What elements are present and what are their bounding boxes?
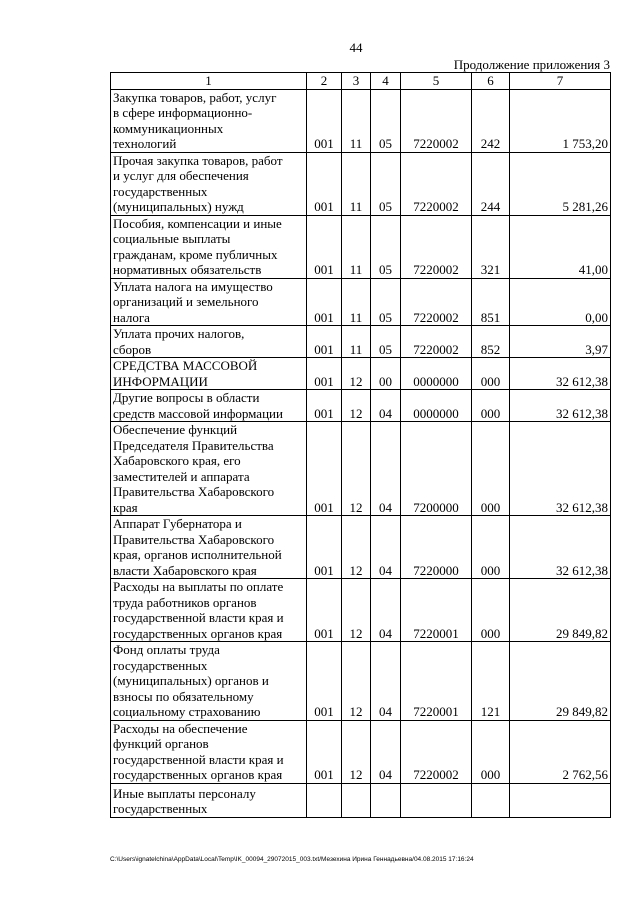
column-header: 3 (342, 73, 371, 90)
target-article-cell: 0000000 (401, 358, 472, 390)
expense-name-line: заместителей и аппарата (113, 468, 250, 484)
expense-name-line: социальные выплаты (113, 231, 231, 246)
target-article-cell: 7220002 (401, 215, 472, 278)
expense-name-cell (111, 278, 307, 326)
target-article-cell: 7220002 (401, 89, 472, 152)
expense-name-cell (111, 358, 307, 390)
section-code-cell: 12 (342, 422, 371, 516)
expense-name-line: коммуникационных (113, 120, 224, 136)
expense-type-cell: 851 (472, 278, 510, 326)
subsection-code-cell: 04 (371, 422, 401, 516)
expense-name-line: Хабаровского края, его (113, 453, 241, 468)
table-row (111, 215, 611, 278)
table-row (111, 152, 611, 215)
section-code-cell: 11 (342, 89, 371, 152)
expense-name-line: Обеспечение функций (113, 422, 238, 437)
target-article-cell: 0000000 (401, 390, 472, 422)
subsection-code-cell: 04 (371, 516, 401, 579)
expense-name-cell (111, 326, 307, 358)
expense-name-line: государственных органов края (113, 625, 283, 641)
amount-cell: 1 753,20 (510, 89, 611, 152)
expense-name-line: Другие вопросы в области (113, 390, 260, 405)
section-code-cell: 12 (342, 579, 371, 642)
expense-name-cell (111, 215, 307, 278)
column-header: 7 (510, 73, 611, 90)
expense-name-line: труда работников органов (113, 594, 257, 610)
admin-code-cell: 001 (307, 642, 342, 721)
subsection-code-cell: 04 (371, 720, 401, 783)
subsection-code-cell: 05 (371, 278, 401, 326)
column-header: 1 (111, 73, 307, 90)
amount-cell: 32 612,38 (510, 422, 611, 516)
subsection-code-cell: 04 (371, 579, 401, 642)
admin-code-cell: 001 (307, 358, 342, 390)
target-article-cell: 7220002 (401, 278, 472, 326)
amount-cell: 3,97 (510, 326, 611, 358)
table-row (111, 278, 611, 326)
admin-code-cell: 001 (307, 89, 342, 152)
expense-type-cell: 000 (472, 579, 510, 642)
admin-code-cell: 001 (307, 390, 342, 422)
section-code-cell (342, 783, 371, 817)
table-row (111, 516, 611, 579)
expense-name-line: государственной власти края и (113, 751, 284, 767)
expense-name-line: нормативных обязательств (113, 262, 262, 277)
amount-cell (510, 783, 611, 817)
amount-cell: 29 849,82 (510, 642, 611, 721)
column-header: 4 (371, 73, 401, 90)
amount-cell: 41,00 (510, 215, 611, 278)
admin-code-cell: 001 (307, 422, 342, 516)
expense-name-cell (111, 642, 307, 721)
section-code-cell: 12 (342, 720, 371, 783)
expense-name-line: ИНФОРМАЦИИ (113, 373, 208, 389)
subsection-code-cell: 04 (371, 390, 401, 422)
target-article-cell: 7220002 (401, 720, 472, 783)
expense-name-line: государственных (113, 183, 208, 199)
expense-name-line: Расходы на обеспечение (113, 720, 248, 736)
expense-name-cell (111, 390, 307, 422)
expense-name-line: края (113, 499, 138, 515)
expense-name-cell (111, 579, 307, 642)
expense-type-cell: 321 (472, 215, 510, 278)
column-header: 2 (307, 73, 342, 90)
expense-type-cell: 000 (472, 422, 510, 516)
table-row (111, 579, 611, 642)
target-article-cell: 7220002 (401, 152, 472, 215)
expense-name-line: СРЕДСТВА МАССОВОЙ (113, 358, 258, 373)
section-code-cell: 11 (342, 278, 371, 326)
expense-type-cell: 000 (472, 390, 510, 422)
expense-type-cell: 000 (472, 720, 510, 783)
expense-name-line: государственных (113, 801, 208, 816)
expense-name-line: гражданам, кроме публичных (113, 246, 278, 262)
expense-name-line: Расходы на выплаты по оплате (113, 579, 284, 594)
table-row (111, 642, 611, 721)
section-code-cell: 12 (342, 642, 371, 721)
table-row (111, 783, 611, 817)
expense-name-line: государственных органов края (113, 767, 283, 782)
expense-name-line: (муниципальных) органов и (113, 673, 269, 688)
amount-cell: 32 612,38 (510, 358, 611, 390)
continuation-note: Продолжение приложения 3 (453, 57, 610, 72)
expense-name-line: сборов (113, 341, 152, 357)
target-article-cell: 7220001 (401, 579, 472, 642)
admin-code-cell: 001 (307, 152, 342, 215)
expense-name-line: государственной власти края и (113, 610, 284, 625)
expense-type-cell: 000 (472, 358, 510, 390)
expense-type-cell: 852 (472, 326, 510, 358)
expense-name-line: Председателя Правительства (113, 437, 274, 453)
target-article-cell: 7220000 (401, 516, 472, 579)
expense-name-line: социальному страхованию (113, 704, 261, 719)
expense-type-cell: 244 (472, 152, 510, 215)
admin-code-cell: 001 (307, 215, 342, 278)
admin-code-cell: 001 (307, 720, 342, 783)
admin-code-cell (307, 783, 342, 817)
expense-name-line: Уплата прочих налогов, (113, 326, 245, 341)
table-row (111, 326, 611, 358)
expense-name-line: власти Хабаровского края (113, 562, 257, 578)
expense-type-cell: 000 (472, 516, 510, 579)
expense-name-line: Иные выплаты персоналу (113, 785, 256, 801)
table-row (111, 390, 611, 422)
expense-name-line: функций органов (113, 736, 209, 751)
subsection-code-cell: 04 (371, 642, 401, 721)
budget-table (110, 72, 611, 818)
expense-name-line: Фонд оплаты труда (113, 642, 220, 657)
amount-cell: 29 849,82 (510, 579, 611, 642)
expense-name-line: в сфере информационно- (113, 105, 253, 120)
amount-cell: 0,00 (510, 278, 611, 326)
target-article-cell: 7220001 (401, 642, 472, 721)
table-row (111, 358, 611, 390)
expense-name-line: Правительства Хабаровского (113, 484, 275, 499)
expense-type-cell (472, 783, 510, 817)
section-code-cell: 11 (342, 152, 371, 215)
expense-name-line: Аппарат Губернатора и (113, 516, 242, 531)
admin-code-cell: 001 (307, 278, 342, 326)
expense-name-line: Прочая закупка товаров, работ (113, 152, 283, 168)
admin-code-cell: 001 (307, 579, 342, 642)
expense-name-line: средств массовой информации (113, 405, 283, 421)
section-code-cell: 12 (342, 358, 371, 390)
target-article-cell (401, 783, 472, 817)
expense-name-line: Уплата налога на имущество (113, 278, 273, 294)
table-row (111, 422, 611, 516)
amount-cell: 32 612,38 (510, 516, 611, 579)
section-code-cell: 11 (342, 215, 371, 278)
admin-code-cell: 001 (307, 326, 342, 358)
table-header-row (111, 73, 611, 90)
expense-type-cell: 242 (472, 89, 510, 152)
expense-name-line: взносы по обязательному (113, 688, 254, 704)
column-header: 6 (472, 73, 510, 90)
expense-name-line: Правительства Хабаровского (113, 531, 275, 547)
expense-type-cell: 121 (472, 642, 510, 721)
column-header: 5 (401, 73, 472, 90)
expense-name-line: Закупка товаров, работ, услуг (113, 89, 277, 105)
expense-name-line: технологий (113, 136, 177, 151)
subsection-code-cell: 05 (371, 152, 401, 215)
target-article-cell: 7220002 (401, 326, 472, 358)
expense-name-line: налога (113, 309, 150, 325)
amount-cell: 2 762,56 (510, 720, 611, 783)
expense-name-line: и услуг для обеспечения (113, 168, 249, 183)
amount-cell: 32 612,38 (510, 390, 611, 422)
expense-name-cell (111, 720, 307, 783)
admin-code-cell: 001 (307, 516, 342, 579)
section-code-cell: 12 (342, 390, 371, 422)
section-code-cell: 12 (342, 516, 371, 579)
expense-name-cell (111, 783, 307, 817)
subsection-code-cell: 00 (371, 358, 401, 390)
expense-name-line: государственных (113, 657, 208, 673)
subsection-code-cell (371, 783, 401, 817)
file-path-footer: C:\Users\ignatelchina\AppData\Local\Temp\IK_00094_29072015_003.txt/Мезехина Ирина Геннадьевна/04.08.2015 17:16:24 (110, 856, 474, 863)
table-row (111, 720, 611, 783)
expense-name-cell (111, 152, 307, 215)
expense-name-line: организаций и земельного (113, 294, 259, 309)
expense-name-line: (муниципальных) нужд (113, 199, 244, 214)
page-number: 44 (349, 40, 363, 55)
amount-cell: 5 281,26 (510, 152, 611, 215)
expense-name-cell (111, 422, 307, 516)
expense-name-cell (111, 89, 307, 152)
expense-name-line: Пособия, компенсации и иные (113, 215, 282, 231)
table-body (111, 89, 611, 817)
subsection-code-cell: 05 (371, 215, 401, 278)
expense-name-line: края, органов исполнительной (113, 547, 282, 562)
expense-name-cell (111, 516, 307, 579)
subsection-code-cell: 05 (371, 89, 401, 152)
section-code-cell: 11 (342, 326, 371, 358)
target-article-cell: 7200000 (401, 422, 472, 516)
table-row (111, 89, 611, 152)
subsection-code-cell: 05 (371, 326, 401, 358)
